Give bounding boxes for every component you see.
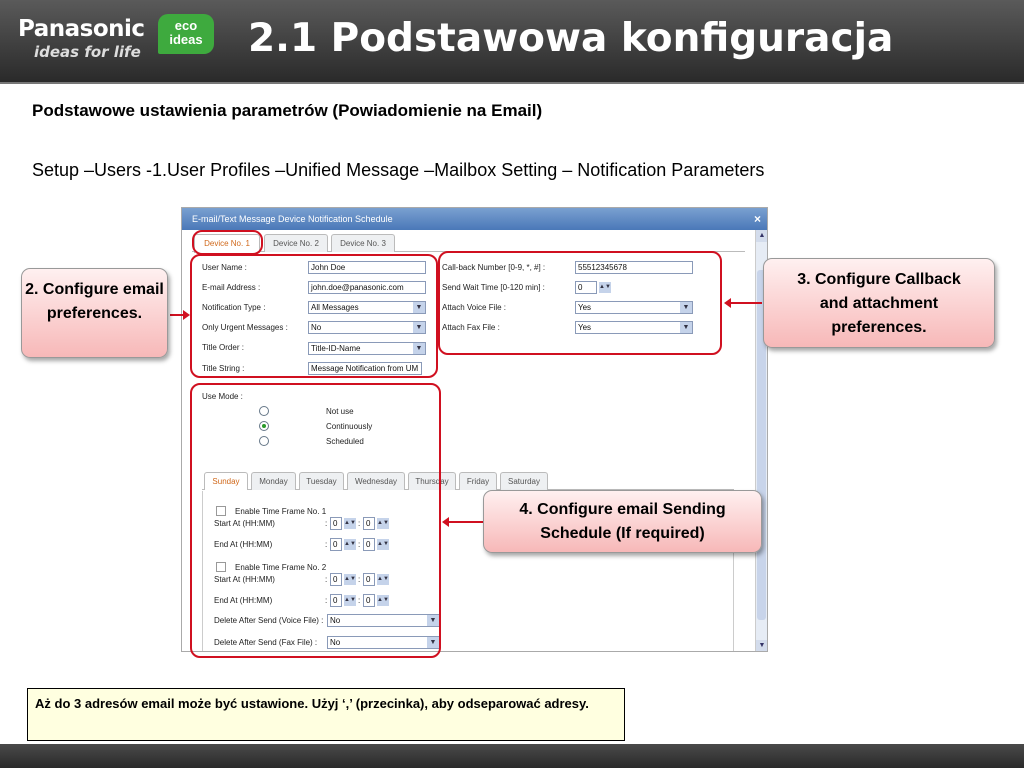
tab-device-2[interactable]: Device No. 2 bbox=[264, 234, 328, 252]
chevron-down-icon: ▼ bbox=[680, 322, 692, 333]
tab-device-1[interactable]: Device No. 1 bbox=[194, 234, 260, 253]
header-bar bbox=[0, 0, 1024, 84]
use-mode-label: Use Mode : bbox=[202, 392, 243, 401]
start-2-hour[interactable]: 0 bbox=[330, 573, 342, 586]
eco-line2: ideas bbox=[169, 32, 203, 47]
end-1-minute[interactable]: 0 bbox=[363, 538, 375, 551]
eco-line1: eco bbox=[174, 18, 198, 33]
tab-wednesday[interactable]: Wednesday bbox=[347, 472, 405, 490]
arrow-left-icon bbox=[730, 302, 762, 304]
window-title: E-mail/Text Message Device Notification Schedule bbox=[192, 214, 393, 224]
end-1-hour[interactable]: 0 bbox=[330, 538, 342, 551]
attach-voice-value: Yes bbox=[578, 303, 592, 312]
colon: : bbox=[358, 540, 361, 549]
delete-fax-value: No bbox=[330, 638, 341, 647]
callout-email-prefs: 2. Configure email preferences. bbox=[21, 268, 168, 358]
email-address-input[interactable]: john.doe@panasonic.com bbox=[308, 281, 426, 294]
slide-title: 2.1 Podstawowa konfiguracja bbox=[248, 16, 894, 61]
attach-voice-label: Attach Voice File : bbox=[442, 303, 507, 312]
stepper-icon[interactable]: ▲▼ bbox=[344, 539, 356, 550]
tab-tuesday[interactable]: Tuesday bbox=[299, 472, 344, 490]
arrow-left-icon bbox=[448, 521, 483, 523]
breadcrumb: Setup –Users -1.User Profiles –Unified Message –Mailbox Setting – Notification Parameters bbox=[32, 160, 765, 180]
radio-scheduled-label: Scheduled bbox=[326, 437, 364, 446]
tab-monday[interactable]: Monday bbox=[251, 472, 296, 490]
stepper-icon[interactable]: ▲▼ bbox=[344, 518, 356, 529]
callback-number-label: Call-back Number [0-9, *, #] : bbox=[442, 263, 546, 272]
stepper-icon[interactable]: ▲▼ bbox=[599, 282, 611, 293]
start-2-label: Start At (HH:MM) bbox=[214, 575, 275, 584]
user-name-input[interactable]: John Doe bbox=[308, 261, 426, 274]
stepper-icon[interactable]: ▲▼ bbox=[344, 595, 356, 606]
panasonic-logo: Panasonic bbox=[18, 16, 145, 42]
logo-tagline: ideas for life bbox=[34, 43, 141, 61]
window-titlebar bbox=[182, 208, 767, 230]
delete-voice-value: No bbox=[330, 616, 341, 625]
enable-frame-2-label: Enable Time Frame No. 2 bbox=[235, 563, 327, 572]
title-order-value: Title-ID-Name bbox=[311, 344, 361, 353]
colon: : bbox=[325, 519, 328, 528]
delete-fax-label: Delete After Send (Fax File) : bbox=[214, 638, 318, 647]
end-1-label: End At (HH:MM) bbox=[214, 540, 273, 549]
radio-continuously-label: Continuously bbox=[326, 422, 373, 431]
tab-device-3[interactable]: Device No. 3 bbox=[331, 234, 395, 252]
colon: : bbox=[325, 575, 328, 584]
chevron-down-icon: ▼ bbox=[680, 302, 692, 313]
eco-ideas-logo bbox=[158, 14, 214, 54]
title-string-label: Title String : bbox=[202, 364, 245, 373]
delete-voice-label: Delete After Send (Voice File) : bbox=[214, 616, 324, 625]
notification-type-label: Notification Type : bbox=[202, 303, 266, 312]
tab-friday[interactable]: Friday bbox=[459, 472, 497, 490]
subtitle: Podstawowe ustawienia parametrów (Powiadomienie na Email) bbox=[32, 101, 543, 120]
chevron-down-icon: ▼ bbox=[413, 302, 425, 313]
footer-bar bbox=[0, 744, 1024, 768]
highlight-callback-prefs bbox=[438, 251, 722, 355]
end-2-label: End At (HH:MM) bbox=[214, 596, 273, 605]
stepper-icon[interactable]: ▲▼ bbox=[344, 574, 356, 585]
end-2-minute[interactable]: 0 bbox=[363, 594, 375, 607]
start-1-hour[interactable]: 0 bbox=[330, 517, 342, 530]
colon: : bbox=[325, 540, 328, 549]
highlight-device-tab bbox=[192, 230, 263, 255]
device-tabs bbox=[192, 232, 745, 252]
attach-fax-label: Attach Fax File : bbox=[442, 323, 500, 332]
highlight-email-prefs bbox=[190, 254, 438, 378]
title-order-label: Title Order : bbox=[202, 343, 244, 352]
stepper-icon[interactable]: ▲▼ bbox=[377, 518, 389, 529]
callout-schedule: 4. Configure email Sending Schedule (If required) bbox=[483, 490, 762, 553]
start-1-label: Start At (HH:MM) bbox=[214, 519, 275, 528]
send-wait-time-label: Send Wait Time [0-120 min] : bbox=[442, 283, 545, 292]
scroll-down-icon[interactable]: ▼ bbox=[756, 640, 768, 652]
chevron-down-icon: ▼ bbox=[413, 322, 425, 333]
radio-not-use-label: Not use bbox=[326, 407, 354, 416]
note-box: Aż do 3 adresów email może być ustawione. Użyj ‘,’ (przecinka), aby odseparować adresy. bbox=[27, 688, 625, 741]
attach-fax-value: Yes bbox=[578, 323, 592, 332]
end-2-hour[interactable]: 0 bbox=[330, 594, 342, 607]
colon: : bbox=[358, 596, 361, 605]
scroll-up-icon[interactable]: ▲ bbox=[756, 230, 768, 242]
start-1-minute[interactable]: 0 bbox=[363, 517, 375, 530]
urgent-messages-label: Only Urgent Messages : bbox=[202, 323, 288, 332]
urgent-messages-value: No bbox=[311, 323, 322, 332]
colon: : bbox=[358, 575, 361, 584]
colon: : bbox=[325, 596, 328, 605]
chevron-down-icon: ▼ bbox=[413, 343, 425, 354]
arrow-right-icon bbox=[170, 314, 184, 316]
stepper-icon[interactable]: ▲▼ bbox=[377, 539, 389, 550]
user-name-label: User Name : bbox=[202, 263, 247, 272]
tab-sunday[interactable]: Sunday bbox=[204, 472, 248, 490]
email-address-label: E-mail Address : bbox=[202, 283, 261, 292]
start-2-minute[interactable]: 0 bbox=[363, 573, 375, 586]
callout-callback-prefs: 3. Configure Callback and attachment preferences. bbox=[763, 258, 995, 348]
title-string-input[interactable]: Message Notification from UM bbox=[308, 362, 422, 375]
callback-number-input[interactable]: 55512345678 bbox=[575, 261, 693, 274]
chevron-down-icon: ▼ bbox=[427, 615, 439, 626]
tab-thursday[interactable]: Thursday bbox=[408, 472, 456, 490]
chevron-down-icon: ▼ bbox=[427, 637, 439, 648]
colon: : bbox=[358, 519, 361, 528]
highlight-schedule bbox=[190, 383, 441, 658]
tab-saturday[interactable]: Saturday bbox=[500, 472, 548, 490]
send-wait-time-input[interactable]: 0 bbox=[575, 281, 597, 294]
stepper-icon[interactable]: ▲▼ bbox=[377, 595, 389, 606]
notification-type-value: All Messages bbox=[311, 303, 359, 312]
stepper-icon[interactable]: ▲▼ bbox=[377, 574, 389, 585]
enable-frame-1-label: Enable Time Frame No. 1 bbox=[235, 507, 327, 516]
close-icon[interactable]: × bbox=[753, 212, 761, 226]
